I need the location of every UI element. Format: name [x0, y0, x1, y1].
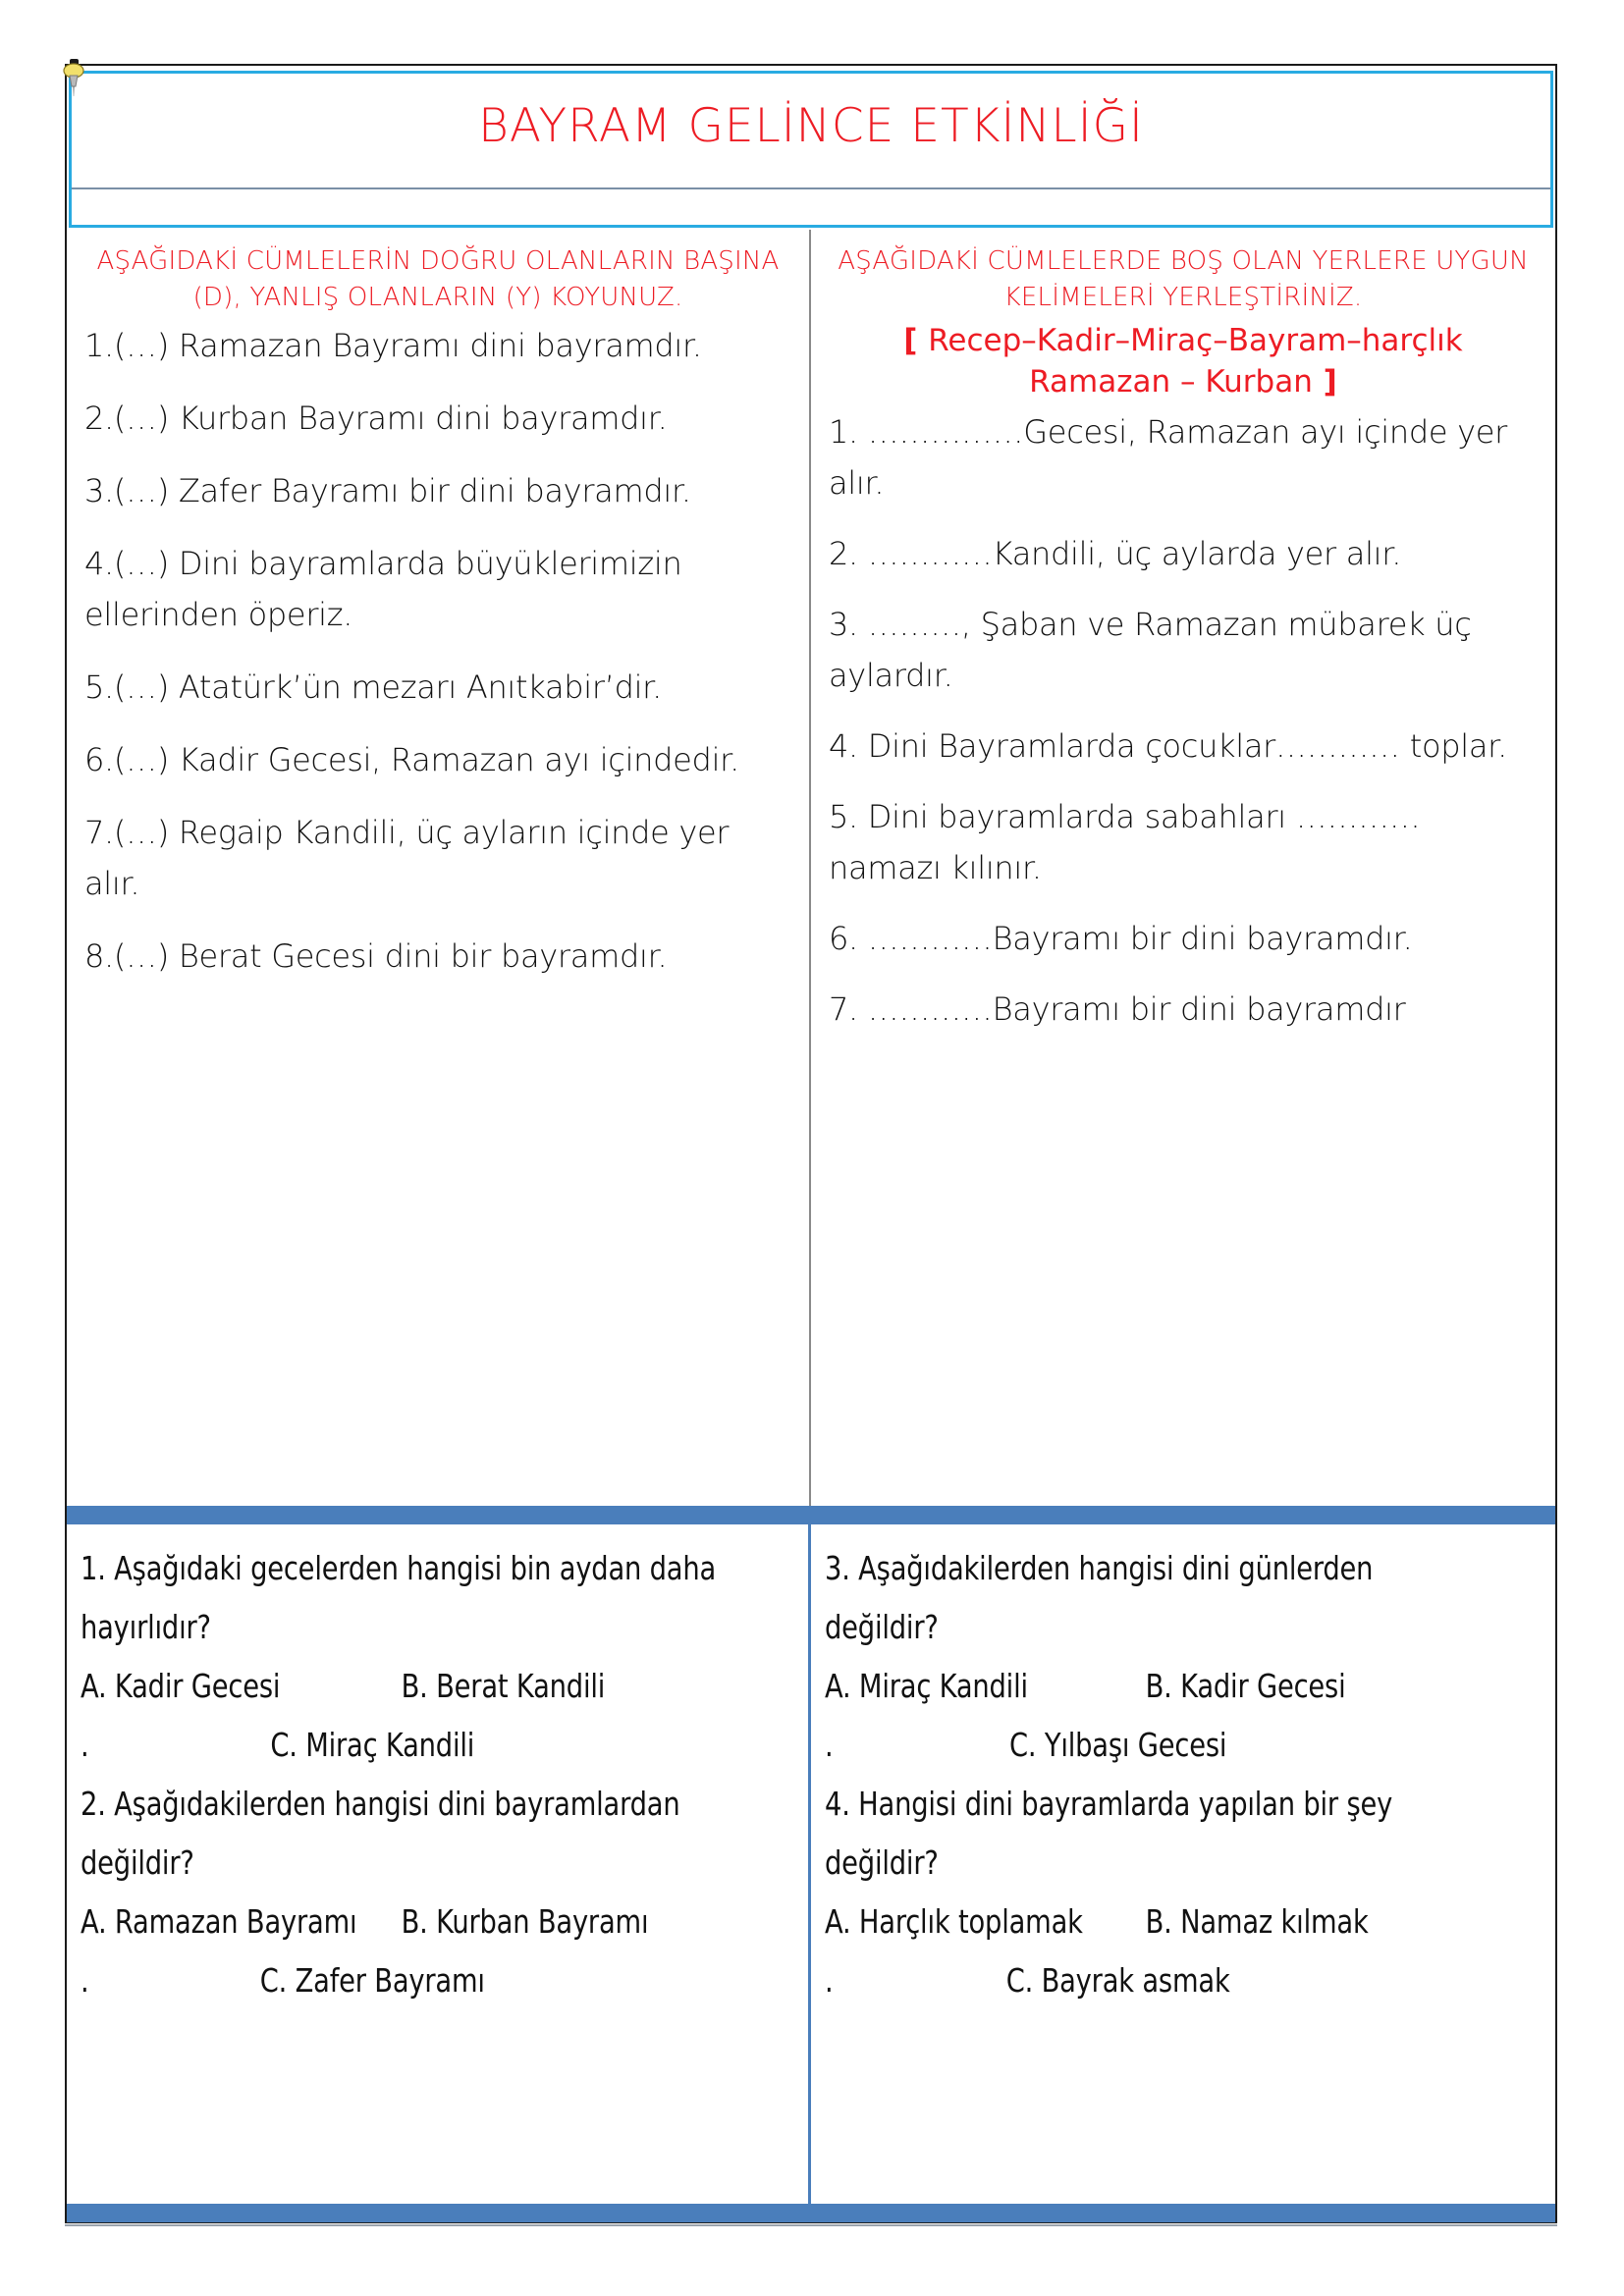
- fill-blank-list: [825, 406, 1542, 1035]
- list-item: 7. …………Bayramı bir dini bayramdır: [829, 990, 1406, 1028]
- list-item: 4.(…) Dini bayramlarda büyüklerimizin ellerinden öperiz.: [84, 545, 682, 633]
- multiple-choice-section: [67, 1506, 1555, 2222]
- mcq-prompt: 4. Hangisi dini bayramlarda yapılan bir şey değildir?: [825, 1785, 1393, 1882]
- mcq-options-row: [825, 1657, 1485, 1716]
- leading-dot: .: [825, 1726, 834, 1764]
- mcq-option-c-row: [81, 1716, 737, 1775]
- mcq-option-c-row: [81, 1951, 737, 2010]
- mcq-option-c[interactable]: C. Yılbaşı Gecesi: [1008, 1726, 1227, 1764]
- blue-bar-top-left: [67, 1506, 808, 1524]
- leading-dot: .: [81, 1961, 89, 2000]
- list-item: 3.(…) Zafer Bayramı bir dini bayramdır.: [84, 472, 691, 509]
- list-item: 7.(…) Regaip Kandili, üç ayların içinde yer alır.: [84, 814, 730, 902]
- mcq-option-b[interactable]: B. Kurban Bayramı: [401, 1902, 649, 1941]
- list-item: 1.(…) Ramazan Bayramı dini bayramdır.: [84, 327, 702, 364]
- mcq-column-left: [67, 1506, 811, 2222]
- list-item: 6.(…) Kadir Gecesi, Ramazan ayı içindedir.: [84, 741, 739, 778]
- list-item: 2. …………Kandili, üç aylarda yer alır.: [829, 535, 1402, 572]
- blue-bar-bottom-right: [811, 2204, 1555, 2222]
- mcq-option-b[interactable]: B. Namaz kılmak: [1145, 1902, 1369, 1941]
- mcq-option-c[interactable]: C. Zafer Bayramı: [259, 1961, 485, 2000]
- leading-dot: .: [81, 1726, 89, 1764]
- mcq-prompt: 1. Aşağıdaki gecelerden hangisi bin aydan daha hayırlıdır?: [81, 1549, 717, 1646]
- mcq-option-a[interactable]: A. Kadir Gecesi: [81, 1667, 281, 1705]
- mcq-option-c[interactable]: C. Bayrak asmak: [1005, 1961, 1230, 2000]
- mcq-option-a[interactable]: A. Harçlık toplamak: [825, 1902, 1083, 1941]
- column-true-false: [67, 230, 811, 1506]
- list-item: 1. ……………Gecesi, Ramazan ayı içinde yer alır.: [829, 413, 1507, 502]
- list-item: 2.(…) Kurban Bayramı dini bayramdır.: [84, 400, 668, 437]
- word-bank: [825, 316, 1542, 402]
- mcq-options-row: [81, 1893, 737, 1951]
- blue-bar-bottom-left: [67, 2204, 808, 2222]
- word-bank-open-bracket: [: [903, 323, 918, 358]
- mcq-right-body: [821, 1506, 1545, 2010]
- mcq-options-row: [825, 1893, 1485, 1951]
- list-item: 4. Dini Bayramlarda çocuklar………… toplar.: [829, 727, 1507, 765]
- main-columns: [67, 230, 1555, 1506]
- true-false-list: [81, 320, 795, 982]
- list-item: 5. Dini bayramlarda sabahları ………… namazı kılınır.: [829, 798, 1421, 886]
- right-column-heading: AŞAĞIDAKİ CÜMLELERDE BOŞ OLAN YERLERE UYGUN KELİMELERİ YERLEŞTİRİNİZ.: [838, 246, 1529, 312]
- left-column-heading: AŞAĞIDAKİ CÜMLELERİN DOĞRU OLANLARIN BAŞINA (D), YANLIŞ OLANLARIN (Y) KOYUNUZ.: [96, 246, 780, 312]
- mcq-option-a[interactable]: A. Ramazan Bayramı: [81, 1902, 357, 1941]
- word-bank-close-bracket: ]: [1323, 364, 1337, 400]
- mcq-option-b[interactable]: B. Berat Kandili: [401, 1667, 606, 1705]
- title-divider: [72, 187, 1550, 189]
- list-item: 8.(…) Berat Gecesi dini bir bayramdır.: [84, 937, 668, 975]
- page-title: BAYRAM GELİNCE ETKİNLİĞİ: [478, 99, 1144, 153]
- mcq-option-c[interactable]: C. Miraç Kandili: [270, 1726, 475, 1764]
- word-bank-words: Recep–Kadir–Miraç–Bayram–harçlık Ramazan – Kurban: [928, 323, 1463, 400]
- mcq-prompt: 3. Aşağıdakilerden hangisi dini günlerden değildir?: [825, 1549, 1374, 1646]
- mcq-option-c-row: [825, 1951, 1485, 2010]
- mcq-column-right: [811, 1506, 1555, 2222]
- column-fill-blanks: [811, 230, 1555, 1506]
- list-item: 5.(…) Atatürk’ün mezarı Anıtkabir’dir.: [84, 668, 662, 706]
- mcq-option-c-row: [825, 1716, 1485, 1775]
- pushpin-icon: [61, 57, 86, 98]
- blue-bar-top-right: [811, 1506, 1555, 1524]
- list-item: 6. …………Bayramı bir dini bayramdır.: [829, 920, 1413, 957]
- title-box: [69, 71, 1553, 228]
- leading-dot: .: [825, 1961, 834, 2000]
- list-item: 3. ………, Şaban ve Ramazan mübarek üç aylardır.: [829, 606, 1472, 694]
- mcq-left-body: [77, 1506, 798, 2010]
- page-bottom-rule: [65, 2224, 1557, 2226]
- mcq-options-row: [81, 1657, 737, 1716]
- mcq-prompt: 2. Aşağıdakilerden hangisi dini bayramlardan değildir?: [81, 1785, 680, 1882]
- mcq-option-a[interactable]: A. Miraç Kandili: [825, 1667, 1028, 1705]
- mcq-option-b[interactable]: B. Kadir Gecesi: [1145, 1667, 1346, 1705]
